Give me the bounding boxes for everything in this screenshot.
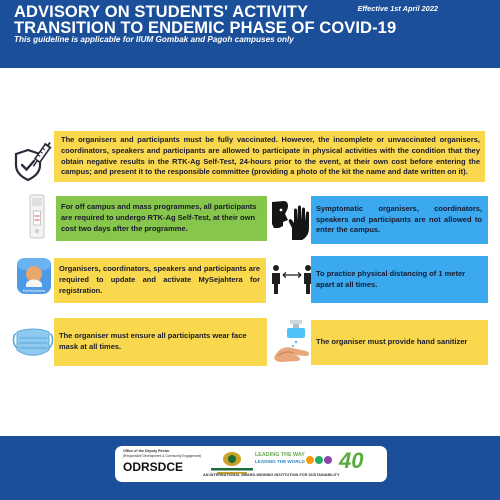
sanitizer-text: The organiser must provide hand sanitizer <box>316 337 468 347</box>
off-campus-advisory <box>56 196 267 241</box>
face-mask-icon <box>12 326 54 358</box>
office-line-2: (Responsible Development & Community Engagement) <box>123 454 202 458</box>
tagline: AN INTERNATIONAL AWARD-WINNING INSTITUTION FOR SUSTAINABILITY <box>203 473 340 477</box>
shield-syringe-icon <box>10 138 54 182</box>
mysejahtera-advisory <box>54 258 266 303</box>
vaccination-advisory <box>54 131 485 182</box>
symptomatic-text: Symptomatic organisers, coordinators, speakers and participants are not allowed to enter the campus. <box>316 203 482 235</box>
distancing-text: To practice physical distancing of 1 meter apart at all times. <box>316 268 466 289</box>
face-mask-text: The organiser must ensure all participants wear face mask at all times. <box>59 331 247 351</box>
symptomatic-advisory <box>311 196 488 244</box>
subtitle: This guideline is applicable for IIUM Gombak and Pagoh campuses only <box>14 35 294 44</box>
distancing-advisory <box>311 256 488 303</box>
hand-sanitizer-icon <box>272 318 312 364</box>
vaccination-text: The organisers and participants must be fully vaccinated. However, the incomplete or unvaccinated organisers, coordinators, speakers and participants are allowed to participate in physical activities with the condition that they obtain negative results in the RTK-Ag Self-Test, 24-hours prior to the event, at their own cost before entering the campus; and present it to the responsible committee (providing a photo of the kit the name and date written on it). <box>61 134 480 177</box>
test-kit-icon <box>26 193 48 241</box>
leading-the-way: LEADING THE WAY <box>255 452 305 458</box>
header-banner <box>0 0 500 68</box>
mysejahtera-text: Organisers, coordinators, speakers and participants are required to update and activate MySejahtera for registration. <box>59 264 260 295</box>
sanitizer-advisory <box>311 320 488 365</box>
stop-hand-icon <box>268 198 312 242</box>
anniversary-logo: 40 <box>339 448 364 473</box>
mysejahtera-app-icon <box>16 256 52 296</box>
footer-logo-card <box>115 446 387 482</box>
physical-distancing-icon <box>270 262 314 296</box>
effective-date: Effective 1st April 2022 <box>357 4 438 13</box>
off-campus-text: For off campus and mass programmes, all participants are required to undergo RTK-Ag Self-Test, at their own cost two days after the programme. <box>61 202 257 233</box>
face-mask-advisory <box>54 318 267 366</box>
svg-text:MySejahtera: MySejahtera <box>22 289 46 293</box>
leading-the-world: LEADING THE WORLD <box>255 459 305 464</box>
title-line-2: TRANSITION TO ENDEMIC PHASE OF COVID-19 <box>14 19 397 37</box>
odrsdce-logo: ODRSDCE <box>123 460 184 474</box>
office-line-1: Office of the Deputy Rector <box>123 449 170 453</box>
title-line-1: ADVISORY ON STUDENTS' ACTIVITY <box>14 3 309 21</box>
award-badge-icon <box>305 452 333 468</box>
